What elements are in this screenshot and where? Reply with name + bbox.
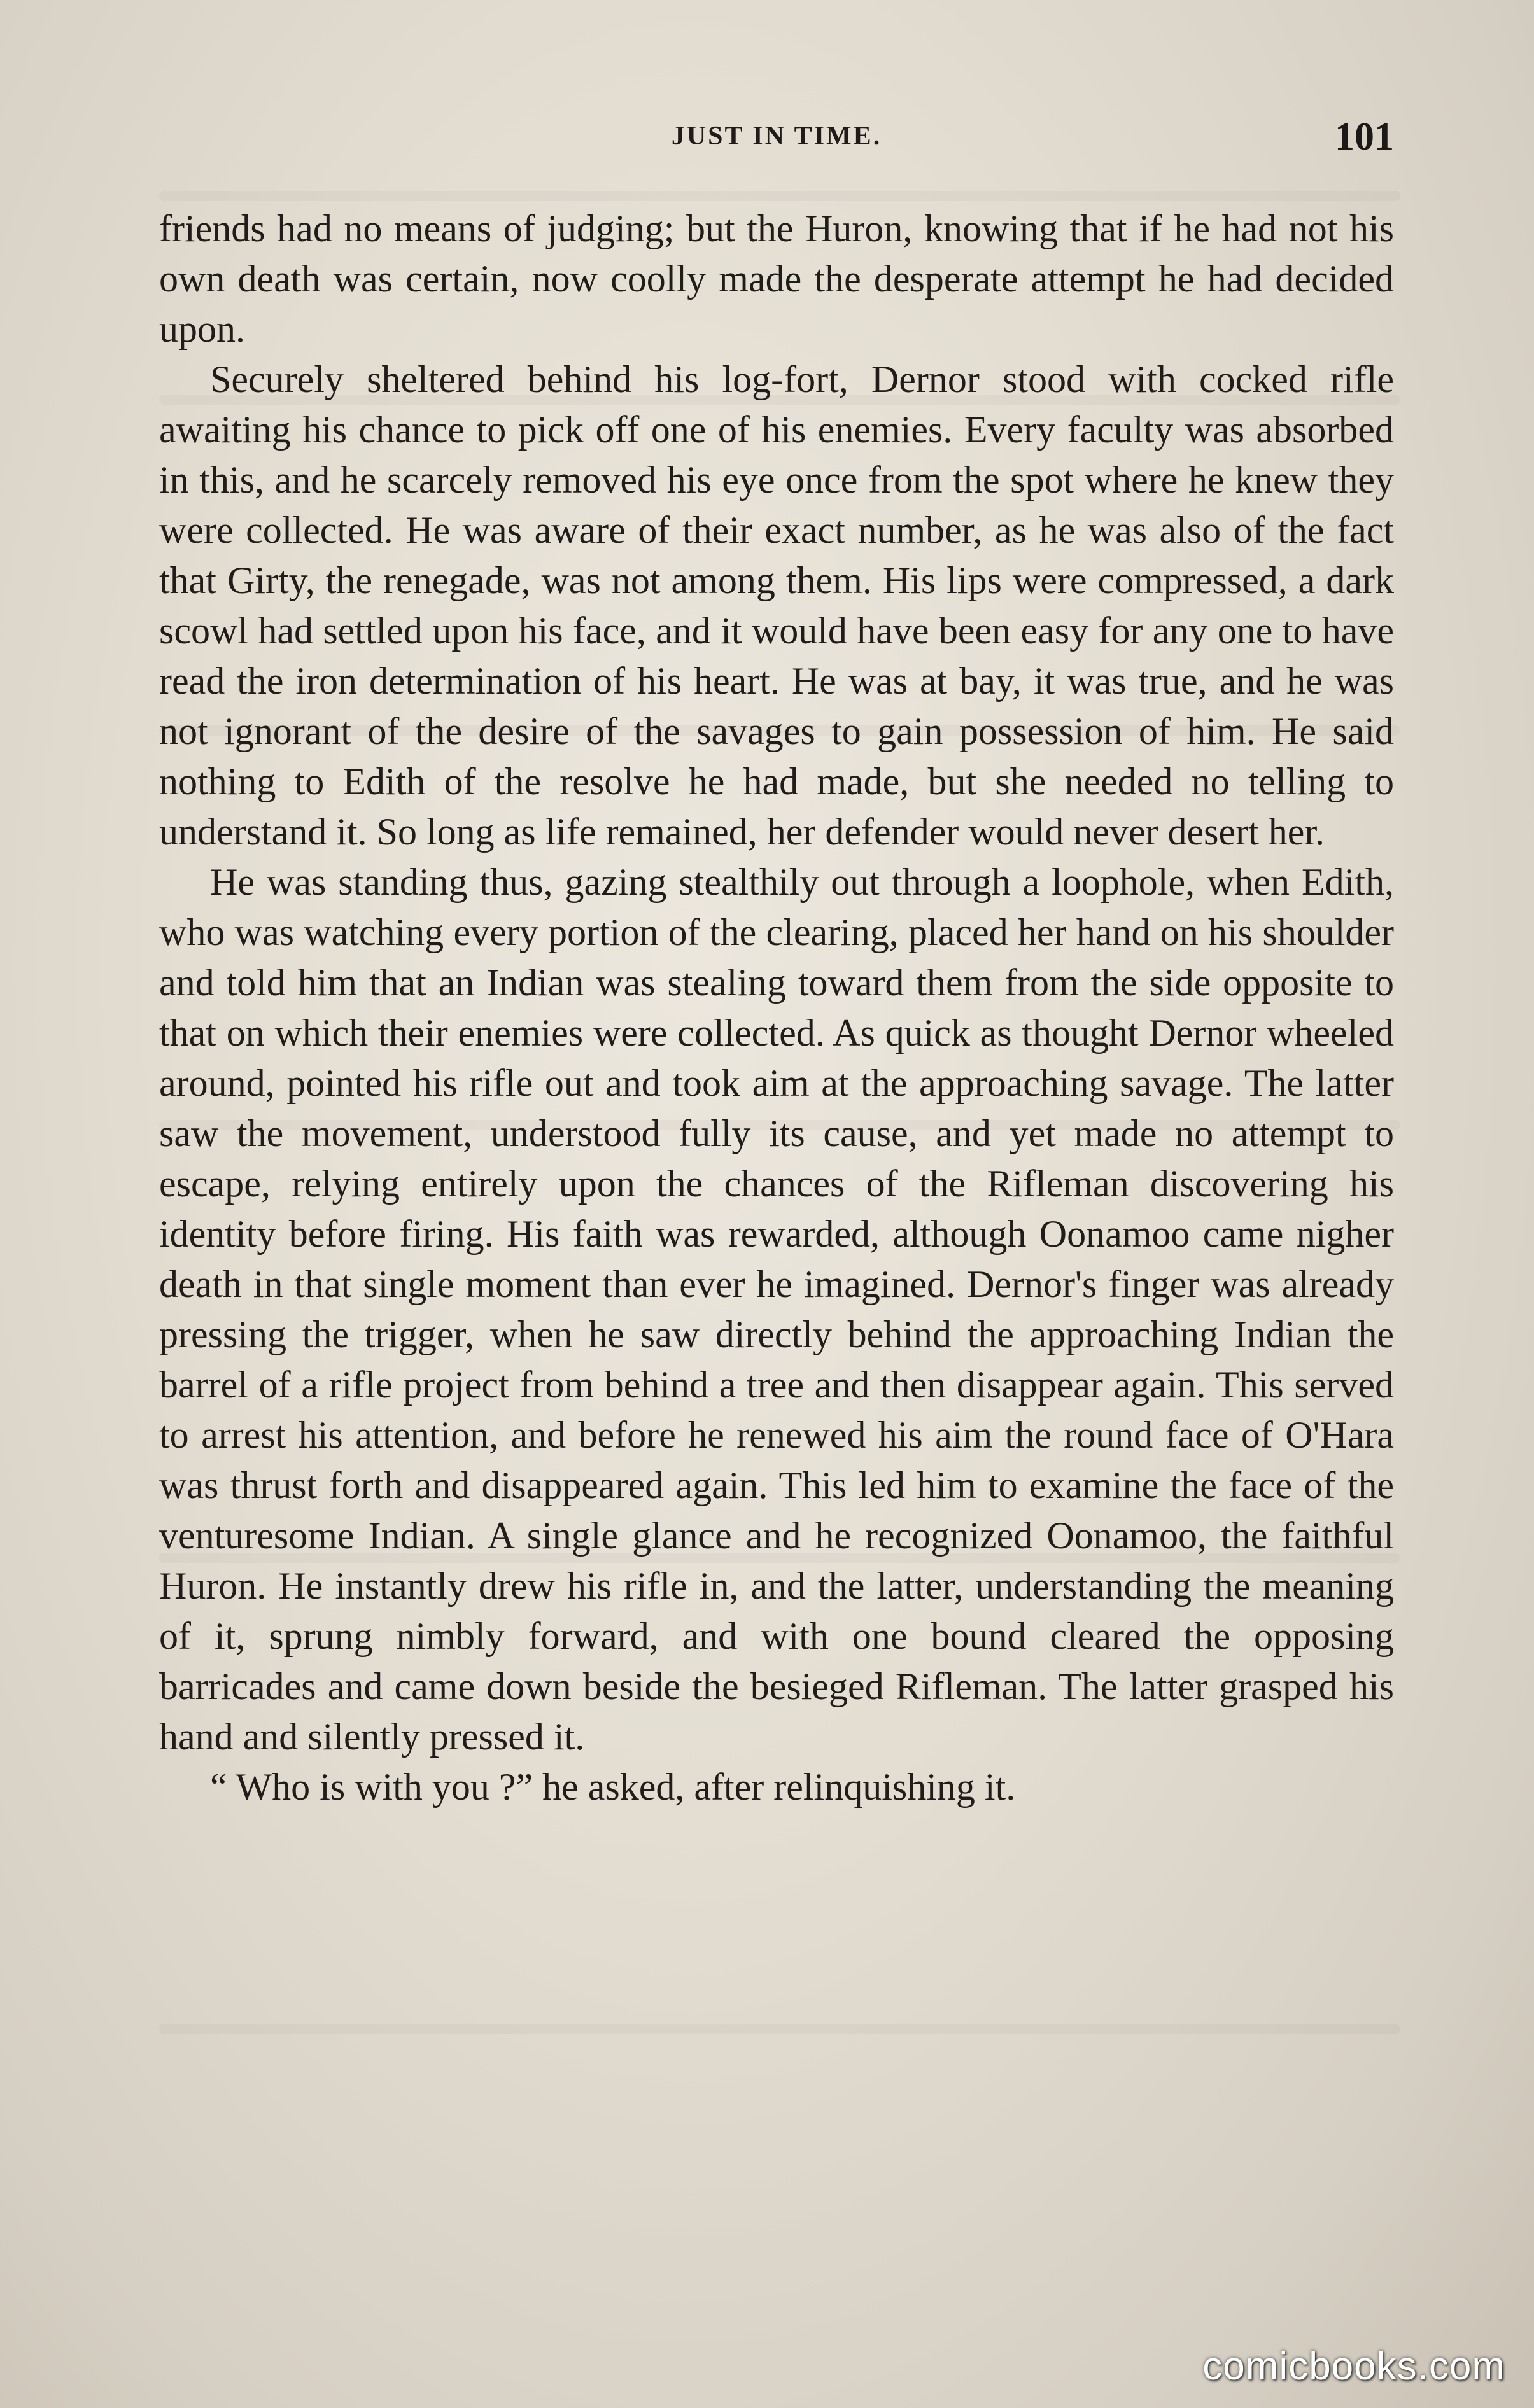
bleed-through-line [159, 191, 1400, 201]
paragraph: He was standing thus, gazing stealthily out through a loophole, when Edith, who was watching every portion of the clearing, placed her hand on his shoulder and told him that an Indian was stealing toward them from the side opposite to that on which their enemies were collected. As quick as thought Dernor wheeled around, pointed his rifle out and took aim at the approaching savage. The latter saw the movement, understood fully its cause, and yet made no attempt to escape, relying entirely upon the chances of the Rifleman discovering his identity before firing. His faith was rewarded, although Oonamoo came nigher death in that single moment than ever he imagined. Dernor's finger was already pressing the trigger, when he saw directly behind the approaching Indian the barrel of a rifle project from behind a tree and then disappear again. This served to arrest his attention, and before he renewed his aim the round face of O'Hara was thrust forth and disappeared again. This led him to examine the face of the venturesome Indian. A single glance and he recognized Oonamoo, the faithful Huron. He instantly drew his rifle in, and the latter, understanding the meaning of it, sprung nimbly forward, and with one bound cleared the opposing barricades and came down beside the besieged Rifleman. The latter grasped his hand and silently pressed it. [159, 861, 1394, 1758]
bleed-through-line [159, 2024, 1400, 2034]
page-header [159, 115, 1394, 165]
page-number: 101 [1335, 115, 1394, 158]
paragraph: friends had no means of judging; but the Huron, knowing that if he had not his own death was certain, now coolly made the desperate attempt he had decided upon. [159, 207, 1394, 350]
paragraph: “ Who is with you ?” he asked, after relinquishing it. [210, 1766, 1016, 1808]
watermark: comicbooks.com [1202, 2344, 1505, 2388]
running-head: JUST IN TIME. [671, 122, 882, 151]
paragraph: Securely sheltered behind his log-fort, Dernor stood with cocked rifle awaiting his chance to pick off one of his enemies. Every faculty was absorbed in this, and he scarcely removed his eye once from the spot where he knew they were collected. He was aware of their exact number, as he was also of the fact that Girty, the renegade, was not among them. His lips were compressed, a dark scowl had settled upon his face, and it would have been easy for any one to have read the iron determination of his heart. He was at bay, it was true, and he was not ignorant of the desire of the savages to gain possession of him. He said nothing to Edith of the resolve he had made, but she needed no telling to understand it. So long as life remained, her defender would never desert her. [159, 358, 1394, 853]
body-text [159, 204, 1394, 1812]
